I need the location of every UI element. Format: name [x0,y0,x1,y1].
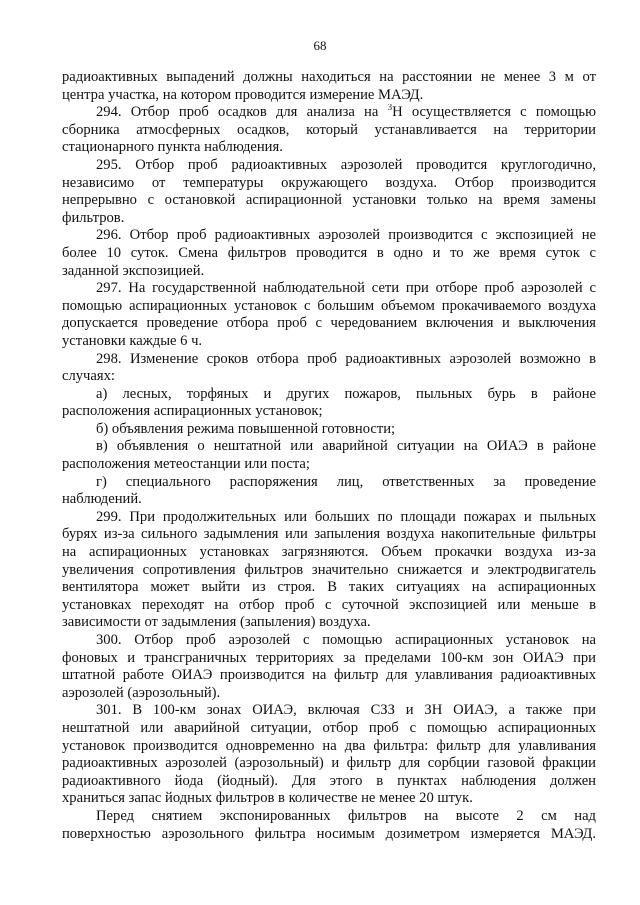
text-line: 298. Изменение сроков отбора проб радиоактивных аэрозолей возможно в [96,350,596,367]
text-line: допускается проведение отбора проб с чередованием включения и выключения [62,315,596,332]
text-line: непрерывно с остановкой аспирационной установки только на время замены [62,192,596,209]
text-line: помощью аспирационных установок с большим объемом прокачиваемого воздуха [62,297,596,314]
text-line: в) объявления о нештатной или аварийной ситуации на ОИАЭ в районе [96,438,596,455]
body-text [62,69,596,843]
text-line: случаях: [62,368,115,385]
text-line: храниться запас йодных фильтров в количестве не менее 20 штук. [62,790,473,807]
text-line: 296. Отбор проб радиоактивных аэрозолей производится с экспозицией не [96,227,596,244]
text-line: фильтров. [62,209,125,226]
text-line: Перед снятием экспонированных фильтров на высоте 2 см над [96,807,596,824]
text-line [62,104,596,122]
text-line: установках переходят на отбор проб с суточной экспозицией или меньше в [62,596,596,613]
text-line: радиоактивного йода (йодный). Для этого в пунктах наблюдения должен [62,772,596,789]
text-line: нештатной или аварийной ситуации, отбор проб с помощью аспирационных [62,719,596,736]
text-line: 299. При продолжительных или больших по площади пожарах и пыльных [96,508,596,525]
text-line: 300. Отбор проб аэрозолей с помощью аспирационных установок на [96,632,596,648]
text-line: зависимости от задымления (запыления) воздуха. [62,614,371,631]
text-line: на аспирационных установках загрязняются. Объем прокачки воздуха из-за [62,544,596,561]
text-line: аэрозолей (аэрозольный). [62,684,221,701]
text-line: установки каждые 6 ч. [62,332,203,349]
text-line: заданной экспозицией. [62,262,205,279]
text-line: штатной работе ОИАЭ производится на фильтр для улавливания радиоактивных [62,667,596,684]
text-line: фоновых и трансграничных территориях за пределами 100-км зон ОИАЭ при [62,649,596,666]
text-line: независимо от температуры окружающего воздуха. Отбор производится [62,174,596,191]
text-line: 297. На государственной наблюдательной сети при отборе проб аэрозолей с [96,280,596,297]
text-line: поверхностью аэрозольного фильтра носимым дозиметром измеряется МАЭД. [62,825,596,842]
text-line: наблюдений. [62,491,142,508]
text-line: 301. В 100-км зонах ОИАЭ, включая СЗЗ и ЗН ОИАЭ, а также при [96,702,596,719]
text-line: радиоактивных выпадений должны находиться на расстоянии не менее 3 м от [62,69,596,85]
text-line: 295. Отбор проб радиоактивных аэрозолей проводится круглогодично, [96,156,596,173]
text-line: центра участка, на котором проводится измерение МАЭД. [62,86,424,103]
text-line: установок производится одновременно на два фильтра: фильтр для улавливания [62,737,596,754]
text-segment: 294. Отбор проб осадков для анализа на [96,104,388,121]
text-line: г) специального распоряжения лиц, ответственных за проведение [96,473,596,490]
text-line: радиоактивных аэрозолей (аэрозольный) и фильтр для сорбции газовой фракции [62,755,596,772]
superscript: 3 [387,104,393,113]
text-line: сборника атмосферных осадков, который устанавливается на территории [62,121,596,138]
text-line: более 10 суток. Смена фильтров проводится в одно и то же время суток с [62,244,596,261]
text-line: а) лесных, торфяных и других пожаров, пыльных бурь в районе [96,385,596,402]
text-line: вентилятора может выйти из строя. В таких ситуациях на аспирационных [62,579,596,596]
page-number: 68 [313,38,327,53]
text-line: б) объявления режима повышенной готовности; [96,420,396,437]
text-line: расположения аспирационных установок; [62,403,323,420]
text-line: стационарного пункта наблюдения. [62,139,283,156]
text-line: бурях из-за сильного задымления или запыления воздуха накопительные фильтры [62,526,596,543]
text-segment: H осуществляется с помощью [392,104,596,121]
text-line: расположения метеостанции или поста; [62,456,310,473]
text-line: увеличения сопротивления фильтров значительно снижается и электродвигатель [62,561,596,578]
